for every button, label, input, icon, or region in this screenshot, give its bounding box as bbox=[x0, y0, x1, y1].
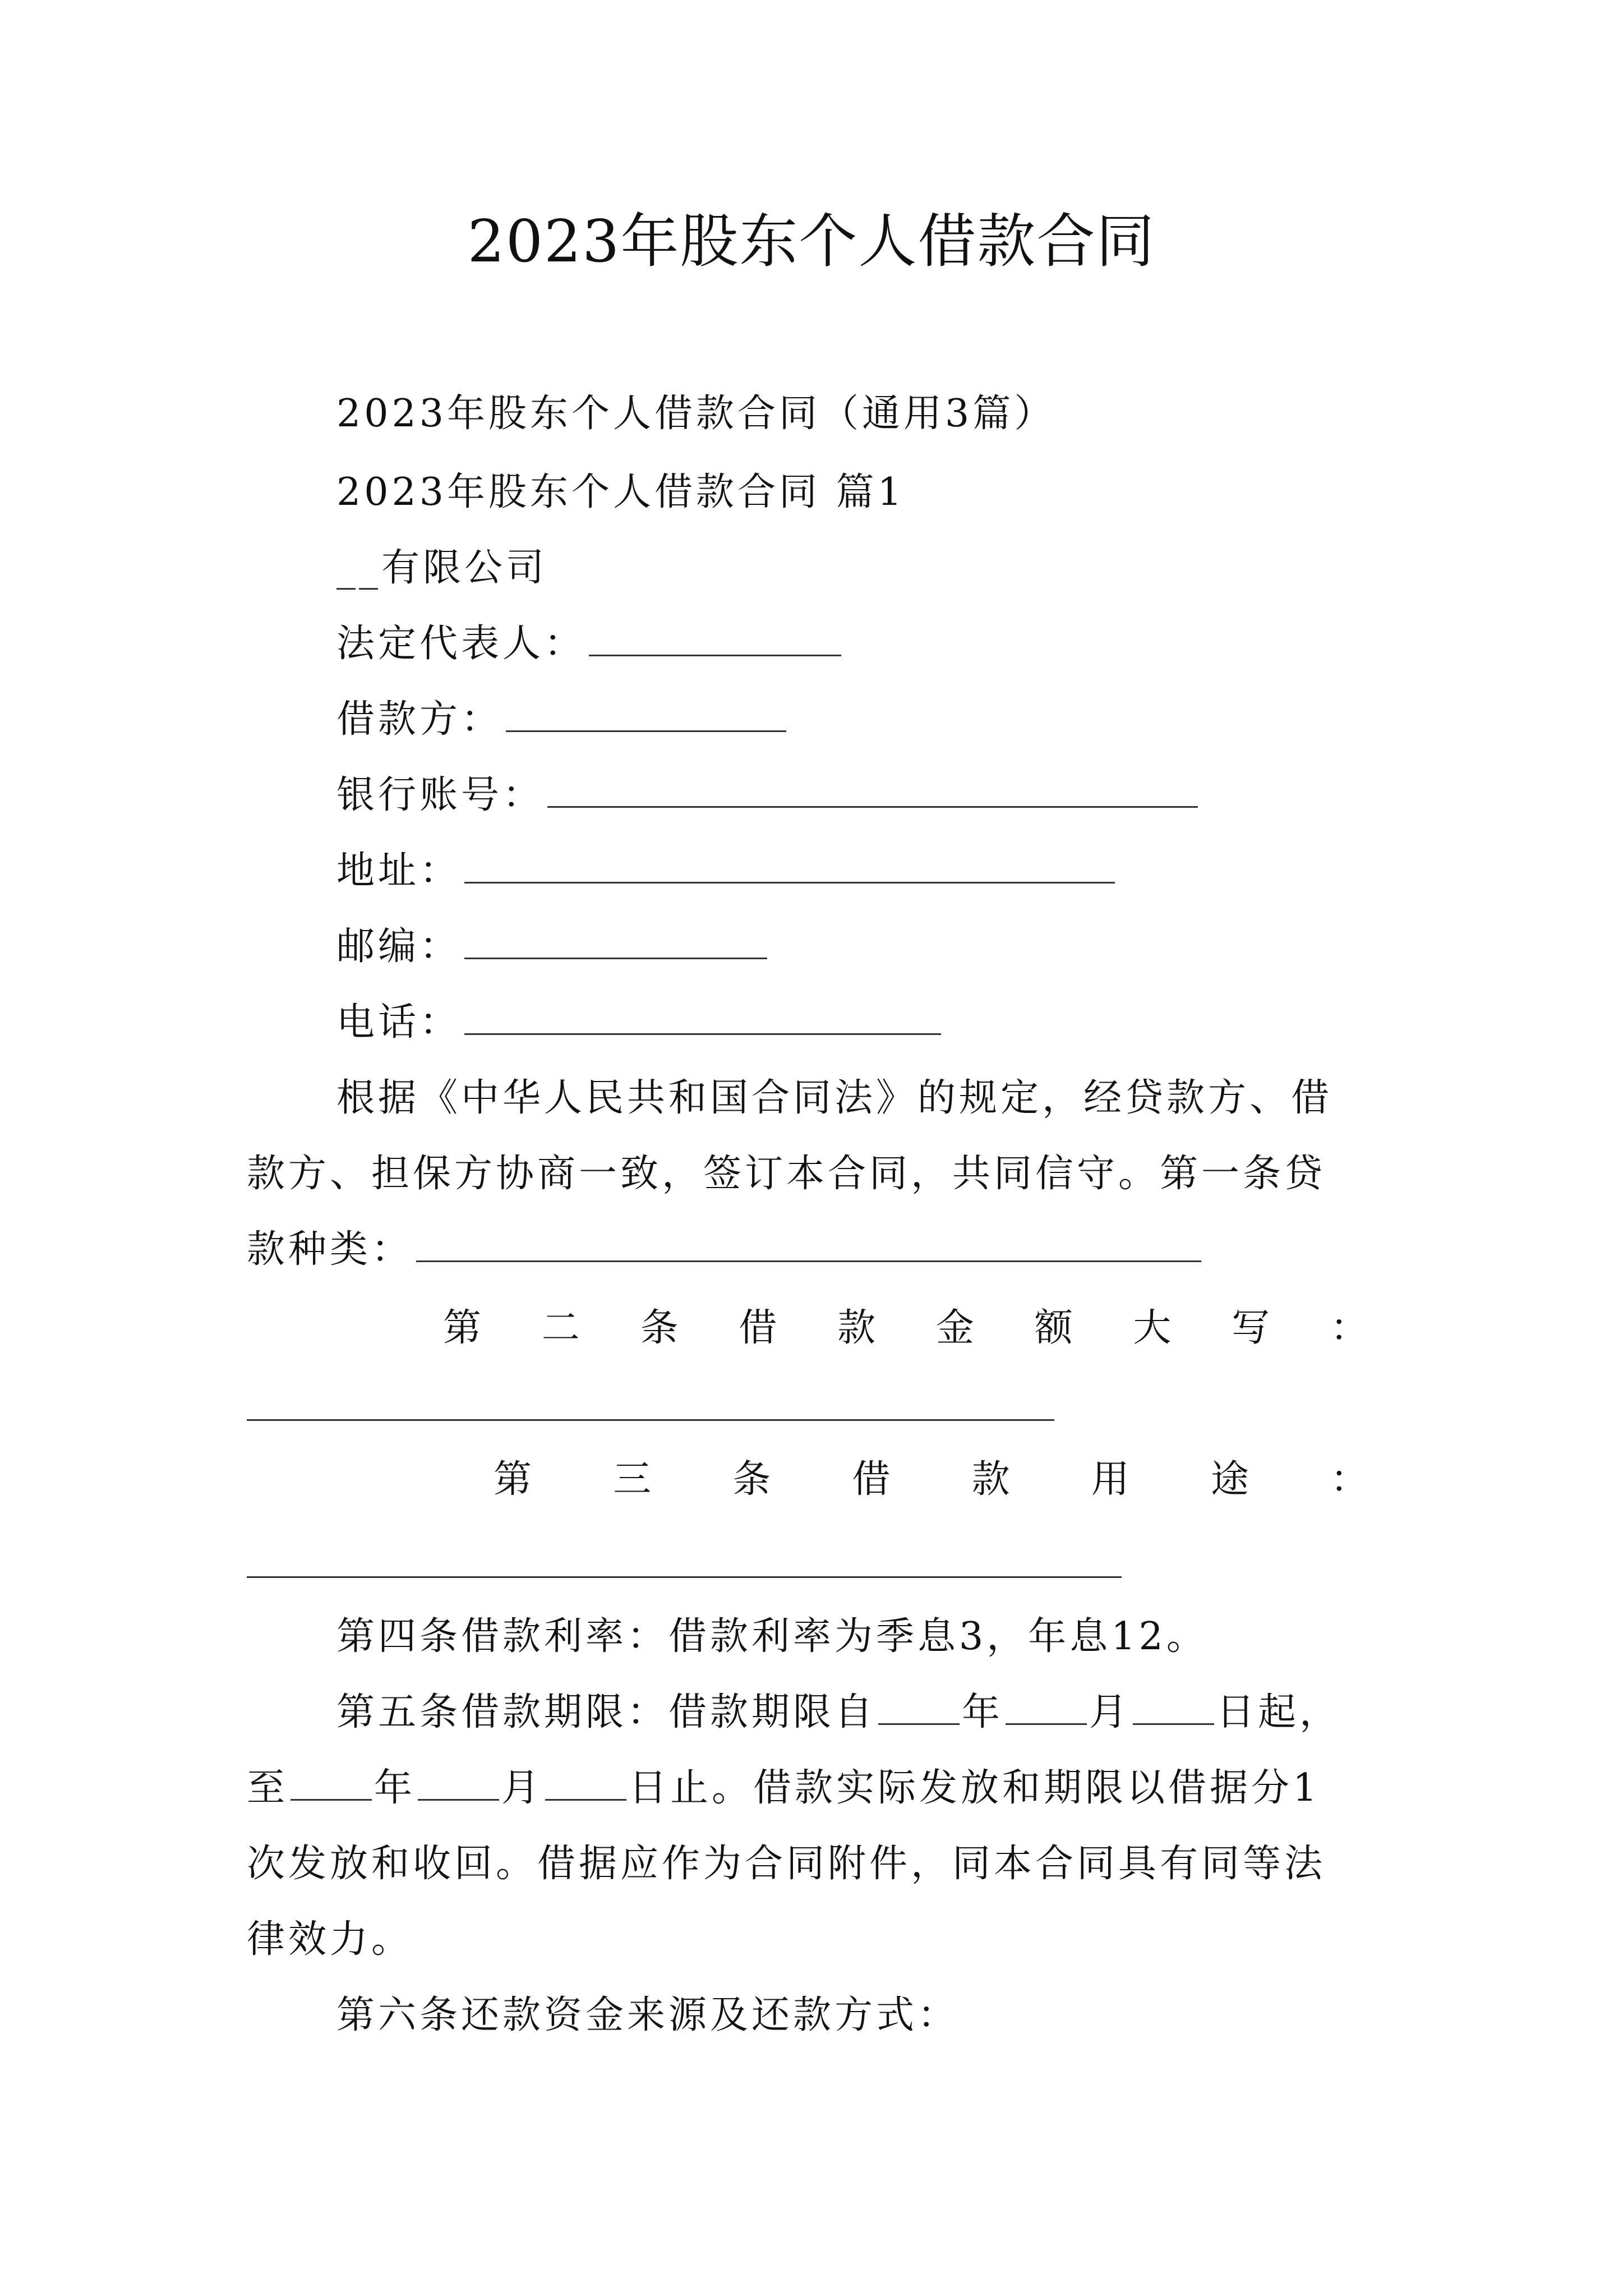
company-line: __有限公司 bbox=[336, 546, 548, 590]
start-day-label: 日起， bbox=[1216, 1690, 1341, 1734]
article2-char: 大 bbox=[1133, 1306, 1172, 1350]
article2-char: 借 bbox=[739, 1306, 777, 1350]
intro-paragraph-line3 bbox=[247, 1223, 1201, 1277]
start-year-blank bbox=[878, 1692, 960, 1725]
article2-char: ： bbox=[1330, 1306, 1368, 1350]
article2-char: 款 bbox=[837, 1306, 876, 1350]
phone-label: 电话： bbox=[336, 1000, 462, 1045]
article5-lead: 第五条借款期限：借款期限自 bbox=[336, 1690, 877, 1734]
article3-char: 三 bbox=[613, 1457, 652, 1502]
article3-char: ： bbox=[1330, 1457, 1368, 1502]
address-label: 地址： bbox=[336, 849, 462, 893]
article5-line2 bbox=[247, 1761, 1320, 1815]
bank-account-blank bbox=[547, 775, 1198, 808]
borrower-blank bbox=[506, 699, 786, 732]
end-month-label: 月 bbox=[501, 1766, 543, 1810]
article3-blank bbox=[247, 1576, 1122, 1578]
article3-heading bbox=[494, 1453, 1368, 1507]
article2-char: 二 bbox=[541, 1306, 580, 1350]
article3-char: 款 bbox=[971, 1457, 1010, 1502]
legal-rep-blank bbox=[589, 623, 841, 656]
document-subtitle: 2023年股东个人借款合同（通用3篇） bbox=[336, 392, 1056, 436]
bank-account-label: 银行账号： bbox=[336, 773, 545, 817]
article2-char: 写 bbox=[1232, 1306, 1270, 1350]
legal-rep-label: 法定代表人： bbox=[336, 622, 586, 666]
intro-paragraph-line2: 款方、担保方协商一致，签订本合同，共同信守。第一条贷 bbox=[247, 1152, 1326, 1196]
document-title: 2023年股东个人借款合同 bbox=[467, 207, 1156, 275]
article3-char: 用 bbox=[1091, 1457, 1129, 1502]
start-month-label: 月 bbox=[1089, 1690, 1131, 1734]
article2-char: 第 bbox=[443, 1306, 482, 1350]
article3-char: 途 bbox=[1210, 1457, 1249, 1502]
postcode-field bbox=[336, 920, 767, 974]
start-year-label: 年 bbox=[962, 1690, 1004, 1734]
intro-paragraph-line1: 根据《中华人民共和国合同法》的规定，经贷款方、借 bbox=[336, 1076, 1333, 1120]
phone-field bbox=[336, 996, 941, 1050]
end-year-blank bbox=[291, 1768, 372, 1801]
borrower-field bbox=[336, 693, 786, 747]
article2-heading bbox=[443, 1301, 1368, 1355]
article2-blank bbox=[247, 1419, 1054, 1421]
end-day-label: 日止。借款实际发放和期限以借据分1 bbox=[629, 1766, 1321, 1810]
article4-text: 第四条借款利率：借款利率为季息3，年息12。 bbox=[336, 1614, 1208, 1659]
article2-char: 条 bbox=[640, 1306, 679, 1350]
phone-blank bbox=[464, 1002, 941, 1035]
article2-char: 额 bbox=[1034, 1306, 1073, 1350]
article2-char: 金 bbox=[935, 1306, 974, 1350]
article5-line1 bbox=[336, 1686, 1341, 1740]
legal-rep-field bbox=[336, 617, 841, 671]
article3-char: 条 bbox=[732, 1457, 771, 1502]
start-month-blank bbox=[1006, 1692, 1087, 1725]
postcode-label: 邮编： bbox=[336, 924, 462, 969]
article5-line3: 次发放和收回。借据应作为合同附件，同本合同具有同等法 bbox=[247, 1842, 1326, 1886]
article6-text: 第六条还款资金来源及还款方式： bbox=[336, 1993, 960, 2037]
postcode-blank bbox=[464, 926, 767, 959]
end-month-blank bbox=[418, 1768, 499, 1801]
article5-line4: 律效力。 bbox=[247, 1917, 413, 1962]
address-field bbox=[336, 844, 1115, 898]
article3-char: 第 bbox=[494, 1457, 532, 1502]
loan-type-blank bbox=[416, 1229, 1201, 1262]
article3-char: 借 bbox=[852, 1457, 891, 1502]
end-day-blank bbox=[545, 1768, 626, 1801]
start-day-blank bbox=[1133, 1692, 1214, 1725]
loan-type-label: 款种类： bbox=[247, 1227, 413, 1272]
section-heading: 2023年股东个人借款合同 篇1 bbox=[336, 470, 905, 514]
end-year-label: 年 bbox=[374, 1766, 416, 1810]
bank-account-field bbox=[336, 769, 1198, 822]
end-to-label: 至 bbox=[247, 1766, 289, 1810]
address-blank bbox=[464, 850, 1115, 884]
borrower-label: 借款方： bbox=[336, 697, 503, 742]
